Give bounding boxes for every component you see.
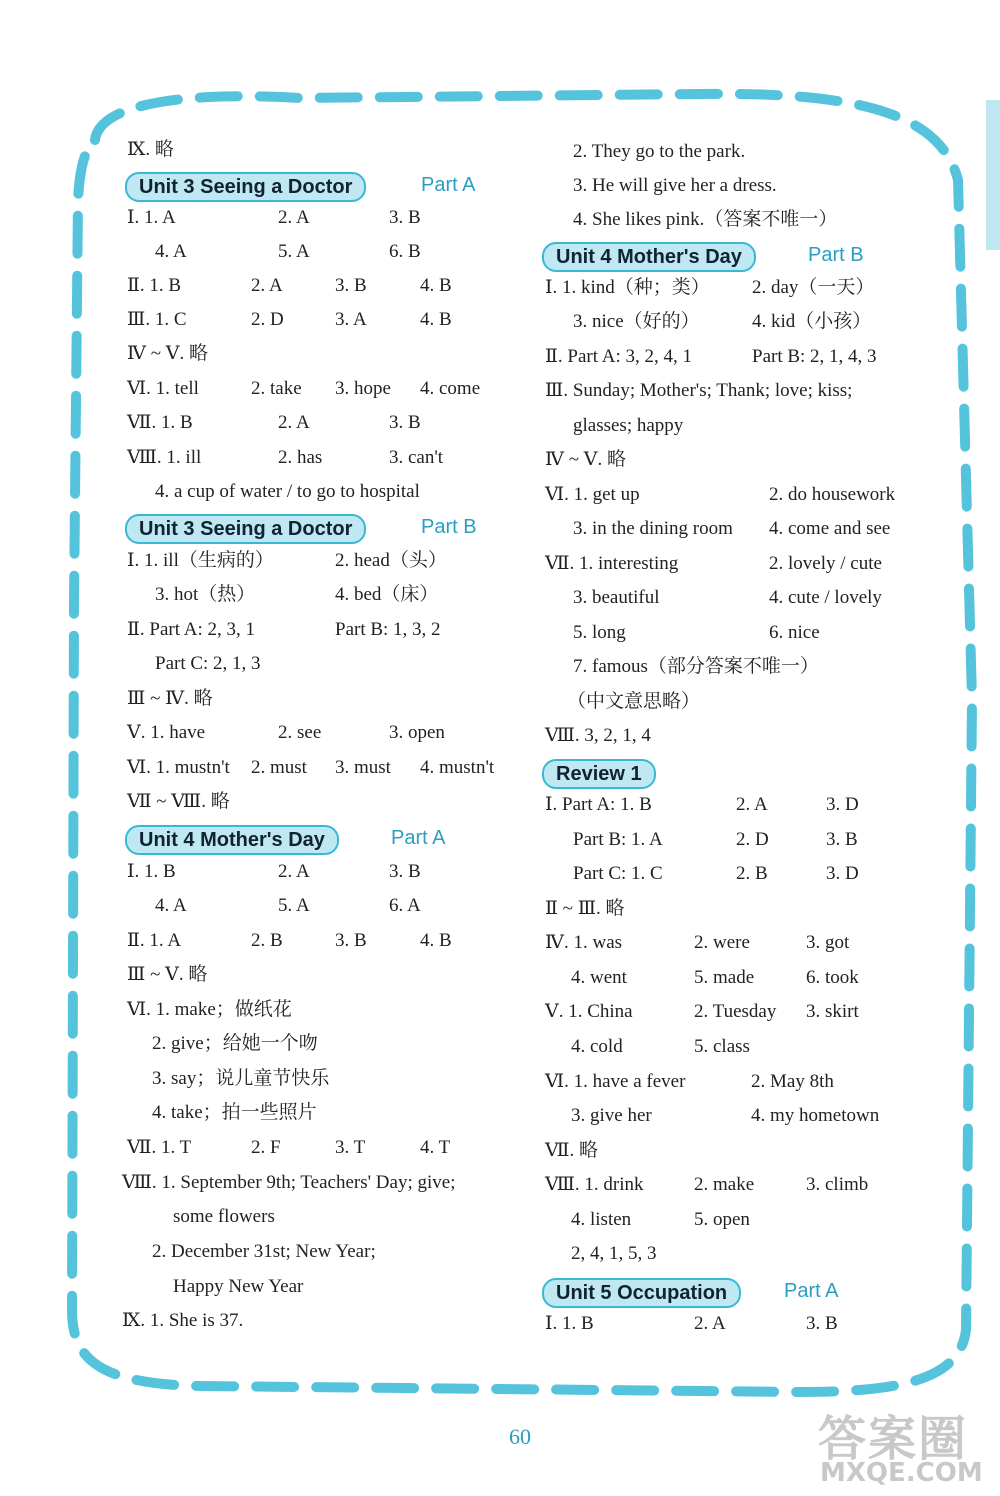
unit-title: Unit 3 Seeing a Doctor xyxy=(125,514,366,544)
unit-title: Unit 3 Seeing a Doctor xyxy=(125,172,366,202)
unit-part: Part A xyxy=(391,827,446,849)
unit-part: Part A xyxy=(421,174,476,196)
review-title: Review 1 xyxy=(542,759,656,789)
page-number: 60 xyxy=(509,1424,531,1449)
unit-title: Unit 5 Occupation xyxy=(542,1278,741,1308)
unit-title: Unit 4 Mother's Day xyxy=(542,242,756,272)
right-edge-strip xyxy=(986,100,1000,250)
watermark-logo-text: 答案圈 xyxy=(818,1411,969,1467)
unit-part: Part B xyxy=(808,244,864,266)
unit-title: Unit 4 Mother's Day xyxy=(125,825,339,855)
watermark-url: MXQE.COM xyxy=(820,1458,983,1488)
unit-part: Part B xyxy=(421,516,477,538)
watermark xyxy=(818,1400,1000,1496)
unit-part: Part A xyxy=(784,1280,839,1302)
